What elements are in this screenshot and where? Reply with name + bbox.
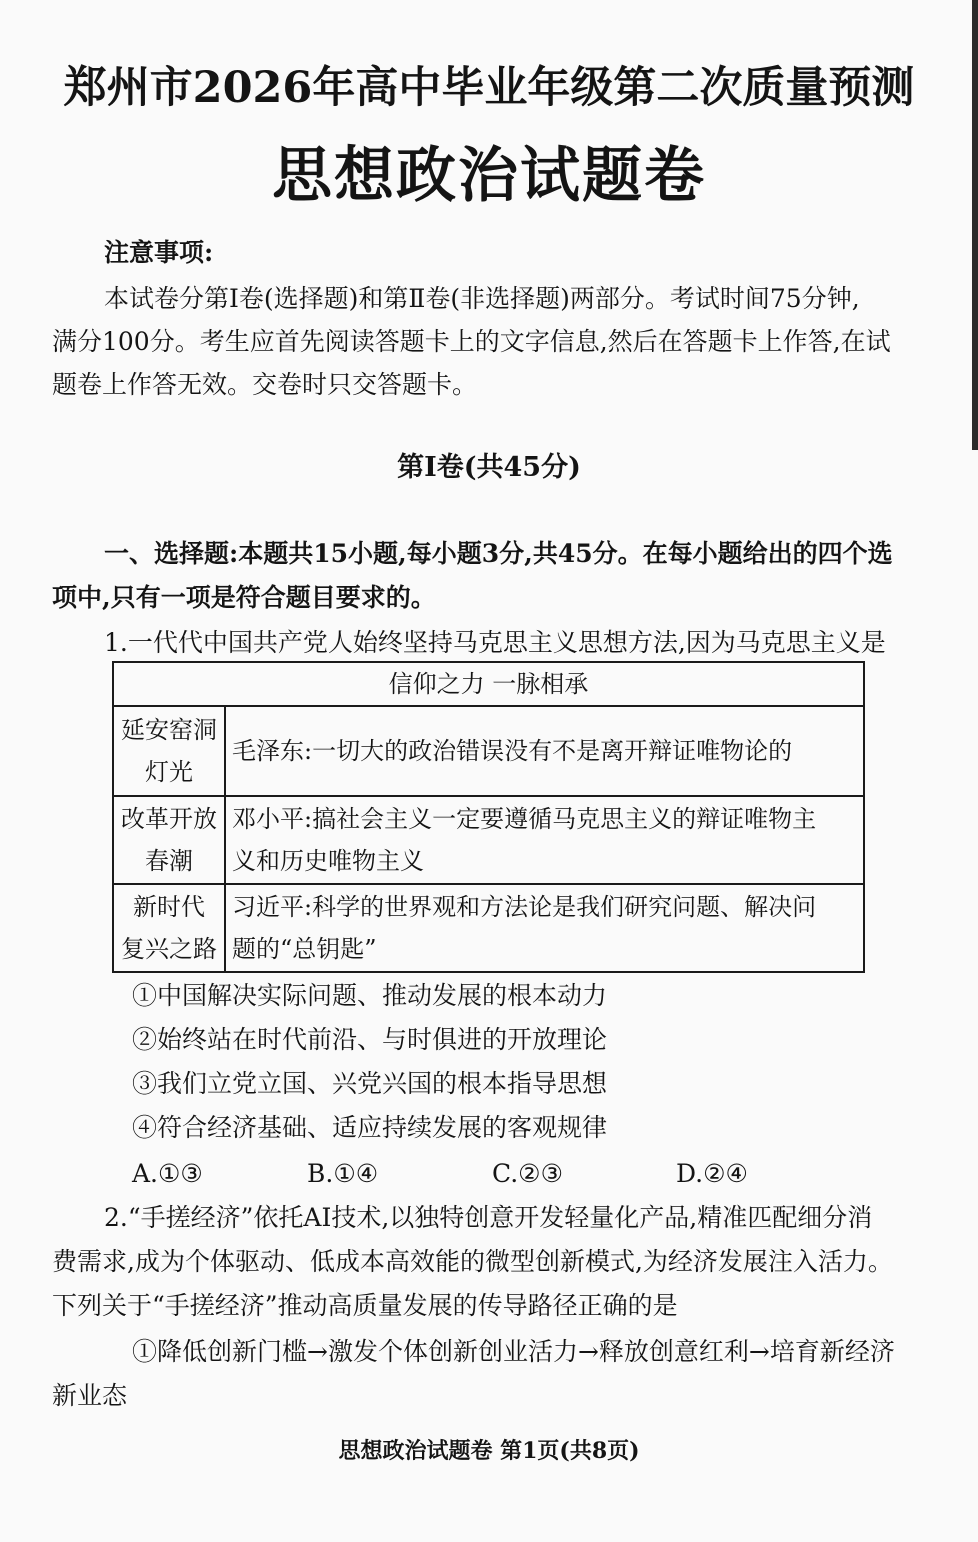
quote-cell xyxy=(225,796,864,884)
subject-title: 思想政治试题卷 xyxy=(272,141,706,211)
question-2-stem: 费需求,成为个体驱动、低成本高效能的微型创新模式,为经济发展注入活力。 xyxy=(52,1247,893,1276)
question-1-option: ①中国解决实际问题、推动发展的根本动力 xyxy=(132,981,608,1010)
notice-line: 本试卷分第Ⅰ卷(选择题)和第Ⅱ卷(非选择题)两部分。考试时间75分钟, xyxy=(104,284,860,313)
era-cell xyxy=(113,706,225,796)
quote-cell xyxy=(225,884,864,972)
quote-text: 题的“总钥匙” xyxy=(232,935,377,963)
question-1-stem: 1.一代代中国共产党人始终坚持马克思主义思想方法,因为马克思主义是 xyxy=(104,628,886,657)
answer-choice-d: D.②④ xyxy=(676,1159,748,1188)
answer-choice-c: C.②③ xyxy=(492,1159,564,1188)
page-footer: 思想政治试题卷 第1页(共8页) xyxy=(338,1438,640,1464)
question-1-option: ③我们立党立国、兴党兴国的根本指导思想 xyxy=(132,1069,608,1098)
part-title: 第Ⅰ卷(共45分) xyxy=(397,452,581,483)
question-1-option: ②始终站在时代前沿、与时俱进的开放理论 xyxy=(132,1025,608,1054)
section-intro: 一、选择题:本题共15小题,每小题3分,共45分。在每小题给出的四个选 xyxy=(104,539,893,568)
quote-cell xyxy=(225,706,864,796)
question-2-option: 新业态 xyxy=(52,1381,128,1410)
notice-line: 满分100分。考生应首先阅读答题卡上的文字信息,然后在答题卡上作答,在试 xyxy=(52,327,891,356)
quote-text: 义和历史唯物主义 xyxy=(232,847,424,875)
notice-heading: 注意事项: xyxy=(104,238,214,267)
table-header: 信仰之力 一脉相承 xyxy=(113,662,864,706)
era-cell xyxy=(113,796,225,884)
era-label: 改革开放 xyxy=(121,805,217,833)
question-2-stem: 2.“手搓经济”依托AI技术,以独特创意开发轻量化产品,精准匹配细分消 xyxy=(104,1203,873,1232)
quote-text: 毛泽东:一切大的政治错误没有不是离开辩证唯物论的 xyxy=(232,737,793,765)
question-2-stem: 下列关于“手搓经济”推动高质量发展的传导路径正确的是 xyxy=(52,1291,678,1320)
era-label: 新时代 xyxy=(133,893,205,921)
quote-text: 习近平:科学的世界观和方法论是我们研究问题、解决问 xyxy=(232,893,817,921)
question-2-option: ①降低创新门槛→激发个体创新创业活力→释放创意红利→培育新经济 xyxy=(132,1337,895,1366)
answer-choice-b: B.①④ xyxy=(307,1159,379,1188)
era-label: 灯光 xyxy=(145,758,193,786)
table-row xyxy=(113,706,864,796)
era-label: 春潮 xyxy=(145,847,193,875)
era-label: 延安窑洞 xyxy=(121,716,217,744)
notice-line: 题卷上作答无效。交卷时只交答题卡。 xyxy=(52,370,478,399)
era-label: 复兴之路 xyxy=(121,935,217,963)
answer-choice-a: A.①③ xyxy=(132,1159,203,1188)
era-cell xyxy=(113,884,225,972)
exam-title: 郑州市2026年高中毕业年级第二次质量预测 xyxy=(63,63,915,113)
section-intro: 项中,只有一项是符合题目要求的。 xyxy=(52,583,436,612)
quote-text: 邓小平:搞社会主义一定要遵循马克思主义的辩证唯物主 xyxy=(232,805,817,833)
question-1-table xyxy=(112,661,865,973)
table-row xyxy=(113,884,864,972)
question-1-option: ④符合经济基础、适应持续发展的客观规律 xyxy=(132,1113,608,1142)
table-row xyxy=(113,796,864,884)
